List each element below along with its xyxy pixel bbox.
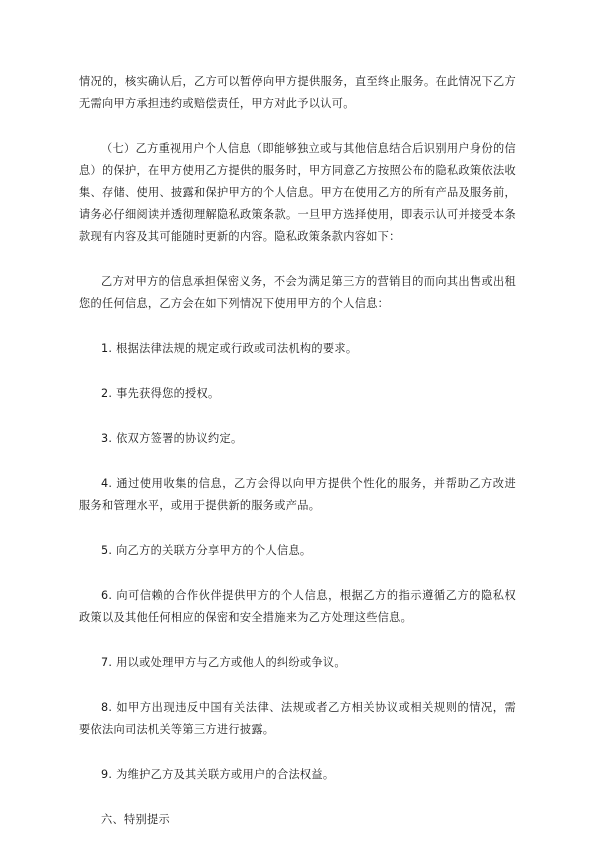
list-item-1: 1. 根据法律法规的规定或行政或司法机构的要求。 (101, 342, 358, 355)
paragraph-privacy-clause: （七）乙方重视用户个人信息（即能够独立或与其他信息结合后识别用户身份的信息）的保护，在甲方使用乙方提供的服务时，甲方同意乙方按照公布的隐私政策依法收集、存储、使用、披露和保护甲方的个人信息。甲方在使用乙方的所有产品及服务前，请务必仔细阅读并透彻理解隐私政策条款。一旦甲方选择使用，即表示认可并接受本条款现有内容及其可能随时更新的内容。隐私政策条款内容如下： (79, 142, 516, 243)
list-item-9: 9. 为维护乙方及其关联方或用户的合法权益。 (101, 768, 335, 781)
list-item-5: 5. 向乙方的关联方分享甲方的个人信息。 (101, 544, 312, 557)
list-item-8: 8. 如甲方出现违反中国有关法律、法规或者乙方相关协议或相关规则的情况，需要依法向司法机关等第三方进行披露。 (79, 701, 516, 736)
list-item-6: 6. 向可信赖的合作伙伴提供甲方的个人信息，根据乙方的指示遵循乙方的隐私权政策以及其他任何相应的保密和安全措施来为乙方处理这些信息。 (79, 589, 516, 624)
section-heading: 六、特别提示 (101, 813, 170, 826)
paragraph-confidentiality: 乙方对甲方的信息承担保密义务，不会为满足第三方的营销目的而向其出售或出租您的任何信息，乙方会在如下列情况下使用甲方的个人信息： (79, 275, 516, 310)
list-item-4: 4. 通过使用收集的信息，乙方会得以向甲方提供个性化的服务，并帮助乙方改进服务和管理水平，或用于提供新的服务或产品。 (79, 477, 516, 512)
list-item-2: 2. 事先获得您的授权。 (101, 387, 220, 400)
list-item-7: 7. 用以或处理甲方与乙方或他人的纠纷或争议。 (101, 656, 346, 669)
paragraph-continuation: 情况的，核实确认后，乙方可以暂停向甲方提供服务，直至终止服务。在此情况下乙方无需向甲方承担违约或赔偿责任，甲方对此予以认可。 (79, 75, 516, 110)
list-item-3: 3. 依双方签署的协议约定。 (101, 432, 243, 445)
